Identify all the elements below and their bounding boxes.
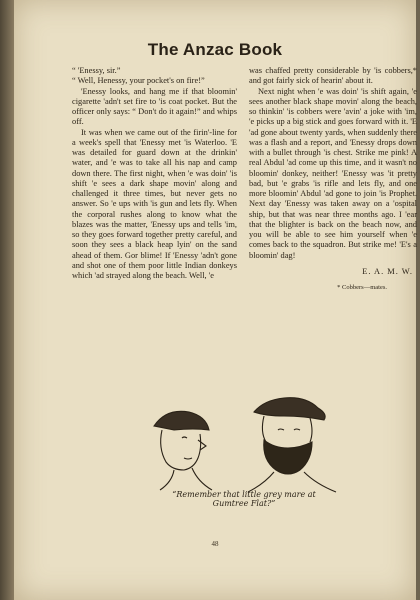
- sketch-caption: [134, 490, 354, 508]
- left-paragraph: 'Enessy looks, and hang me if that bloomin' cigarette 'adn't set fire to 'is coat pocket. But the officer only says: “ Don't do it again!” and whips off.: [72, 86, 237, 127]
- book-spine: [0, 0, 14, 600]
- left-column: [72, 66, 237, 281]
- caption-line: Gumtree Flat?”: [212, 499, 276, 508]
- page-title: The Anzac Book: [147, 40, 283, 59]
- caption-line: “Remember that little grey mare at: [172, 490, 316, 499]
- right-paragraph: Next night when 'e was doin' 'is shift again, 'e sees another black shape movin' along the beach, so thinkin' 'is cobbers were 'avin' a joke with 'im, 'e picks up a big stick and goes forward with it. 'E 'ad gone about twenty yards, when suddenly there was a flash and a report, and 'Enessy drops down with a bullet through 'is chest. Strike me pink! A real Abdul 'ad come up this time, and it wasn't no bloomin' donkey, neither! 'Enessy was 'it pretty bad, but 'e grabs 'is rifle and lets fly, and one more bloomin' Abdul 'ad gone to join 'is Prophet. Next day 'Enessy was taken away on a 'ospital ship, but that was near three months ago. I 'ear that the blighter is back on the beach now, and you will be able to see him yourself when 'e comes back to the squadron. But strike me! 'E's a bloomin' dag!: [249, 86, 417, 260]
- sketch-figure-left: [154, 411, 212, 490]
- footnote: * Cobbers—mates.: [337, 284, 387, 291]
- left-paragraph: It was when we came out of the firin'-line for a week's spell that 'Enessy met 'is Waterloo. 'E was detailed for guard down at the drinkin' water, and 'e was to take all his nap and camp down there. The first night, when 'e was doin' 'is shift 'e sees a dark shape movin' along and challenged it three times, but never gets no answer. So 'e ups with 'is gun and lets fly. When the corporal rushes along to know what the blazes was the matter, 'Enessy ups and tells 'im, so they goes forward together pretty careful, and soon they sees a black heap lyin' on the sand ahead of them. Gor blime! If 'Enessy 'adn't gone and shot one of them poor little Indian donkeys which 'ad strayed along the beach. Well, 'e: [72, 127, 237, 280]
- book-page: [14, 0, 416, 600]
- signature: E. A. M. W.: [362, 266, 413, 276]
- sketch-figure-right: [248, 398, 336, 492]
- sketch-illustration: [114, 378, 374, 498]
- right-paragraph: was chaffed pretty considerable by 'is cobbers,* and got fairly sick of hearin' about it.: [249, 66, 417, 86]
- page-number: 48: [211, 540, 219, 548]
- left-paragraph: “ Well, Henessy, your pocket's on fire!”: [72, 76, 205, 86]
- right-column: [249, 66, 417, 293]
- left-paragraph: “ 'Enessy, sir.”: [72, 66, 121, 75]
